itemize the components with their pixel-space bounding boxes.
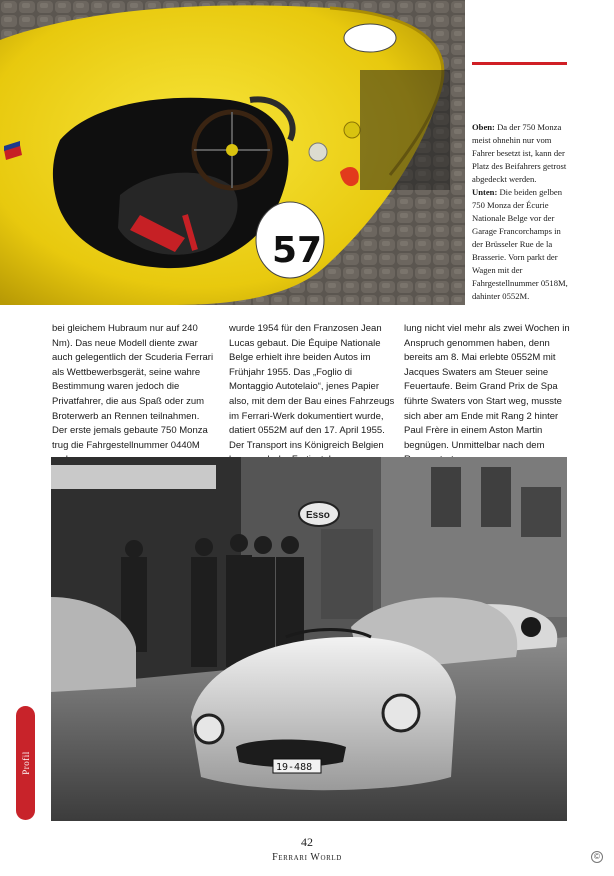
section-tab bbox=[16, 706, 35, 820]
esso-sign: Esso bbox=[306, 510, 330, 521]
section-tab-label: Profil bbox=[20, 751, 31, 775]
body-column-1 bbox=[52, 322, 218, 468]
caption-bottom-label: Unten: bbox=[472, 187, 498, 197]
red-rule bbox=[472, 62, 567, 65]
paragraph: bei gleichem Hubraum nur auf 240 Nm). Das neue Modell diente zwar auch gelegentlich der Scuderia Ferrari als Wettbewerbsgerät, seine wahre Bestimmung waren jedoch die Privatfahrer, die aus Spaß oder zum Broterwerb an Rennen teilnahmen. bbox=[52, 323, 214, 422]
body-column-2 bbox=[229, 322, 395, 468]
license-plate: 19-488 bbox=[276, 762, 313, 773]
page-number: 42 bbox=[301, 835, 313, 849]
copyright-mark: © bbox=[591, 851, 603, 863]
caption-top-label: Oben: bbox=[472, 122, 495, 132]
paragraph: Der erste jemals gebaute 750 Monza trug die Fahrgestellnummer 0440M bbox=[52, 425, 208, 451]
top-photo-yellow-monza bbox=[0, 0, 465, 305]
magazine-title: Ferrari World bbox=[272, 852, 342, 863]
paragraph: wurde 1954 für den Franzosen Jean Lucas gebaut. Die Équipe Nationale Belge erhielt ihre beiden Autos im Frühjahr 1955. Das „Foglio di Montaggio Autotelaio“, jenes Papier also, mit dem der Bau eines Fahrzeugs im Ferrari-Werk dokumentiert wurde, datiert 0552M auf den 17. April 1955. Der Transport ins Königreich Belgien bbox=[229, 323, 395, 451]
paragraph: lung nicht viel mehr als zwei Wochen in Anspruch genommen haben, denn bereits am 8. Mai erlebte 0552M mit Jacques Swaters am Steuer seine Feuertaufe. Beim Grand Prix de Spa führte Swaters von Start weg, musste sich aber am Ende mit Rang 2 hinter Paul Frère in einem Aston Martin begnügen. Unmittelbar nach dem bbox=[404, 323, 570, 451]
caption-top bbox=[472, 121, 568, 186]
caption-bottom bbox=[472, 186, 568, 303]
bw-photo-garage-francorchamps bbox=[51, 457, 567, 821]
body-column-3 bbox=[404, 322, 570, 468]
photo-caption bbox=[472, 121, 568, 303]
race-number: 57 bbox=[272, 230, 323, 271]
caption-bottom-text: Die beiden gelben 750 Monza der Écurie Nationale Belge vor der Garage Francorchamps in der Brüsseler Rue de la Brasserie. Vorn parkt der Wagen mit der Fahrgestellnummer 0518M, dahinter 0552M. bbox=[472, 187, 568, 301]
caption-top-text: Da der 750 Monza meist ohnehin nur vom Fahrer besetzt ist, kann der Platz des Beifahrers getrost abgedeckt werden. bbox=[472, 122, 567, 184]
